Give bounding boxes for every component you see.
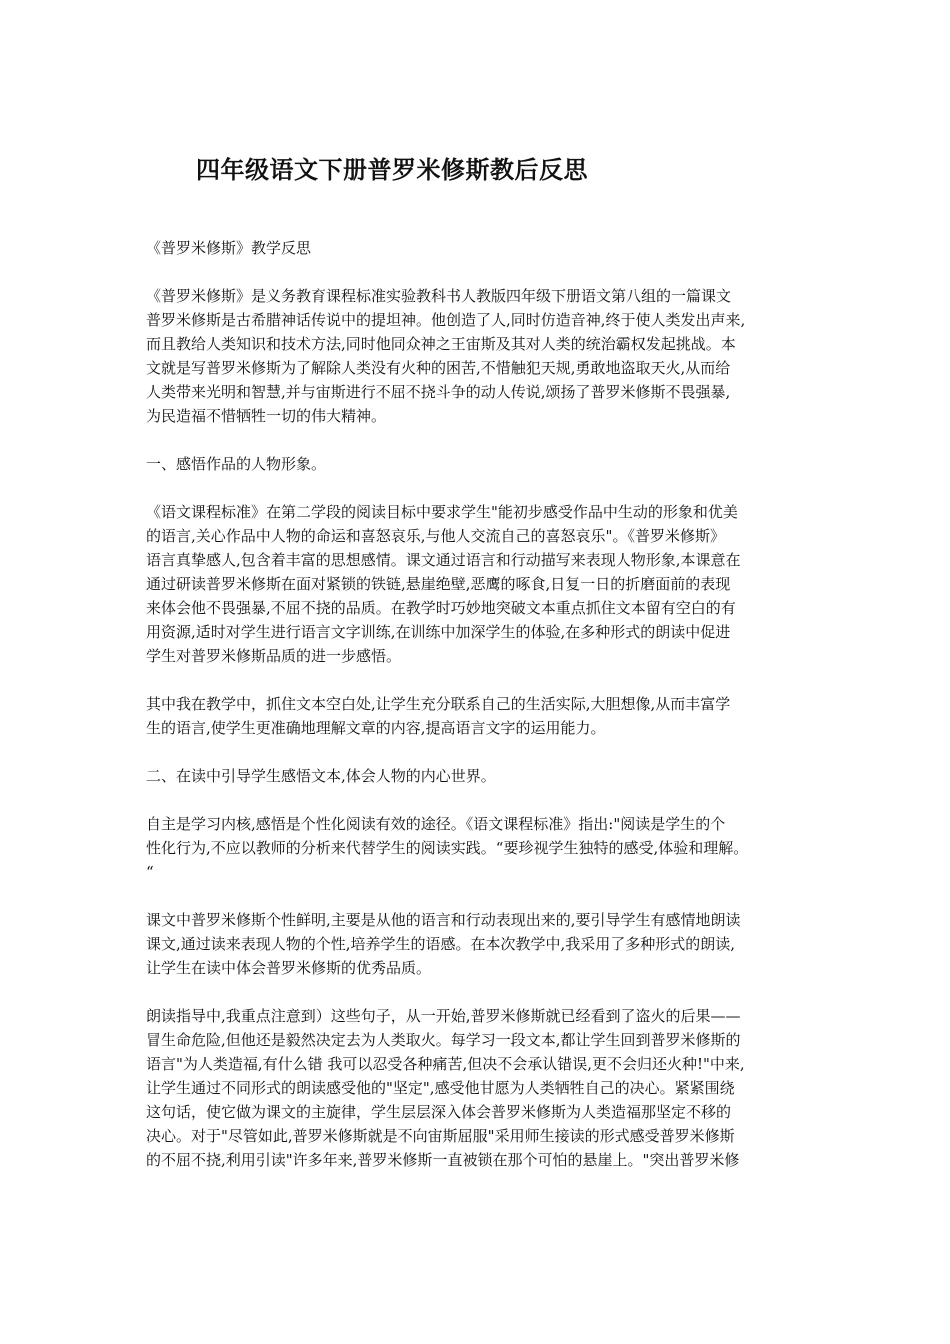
text-line: 的不屈不挠,利用引读"许多年来,普罗米修斯一直被锁在那个可怕的悬崖上。"突出普罗米修 bbox=[146, 1151, 740, 1169]
text-line: 文就是写普罗米修斯为了解除人类没有火种的困苦,不惜触犯天规,勇敢地盗取天火,从而给 bbox=[146, 359, 731, 377]
text-line: 语言真挚感人,包含着丰富的思想感情。课文通过语言和行动描写来表现人物形象,本课意在 bbox=[146, 551, 741, 569]
text-line: 《语文课程标准》在第二学段的阅读目标中要求学生"能初步感受作品中生动的形象和优美 bbox=[146, 503, 738, 521]
document-body bbox=[146, 236, 818, 1196]
text-line: 的语言,关心作品中人物的命运和喜怒哀乐,与他人交流自己的喜怒哀乐"。《普罗米修斯》 bbox=[146, 527, 725, 545]
text-line: “ bbox=[146, 863, 154, 881]
paragraph-intro bbox=[146, 284, 818, 428]
text-line: 人类带来光明和智慧,并与宙斯进行不屈不挠斗争的动人传说,颂扬了普罗米修斯不畏强暴, bbox=[146, 383, 731, 401]
text-line: 生的语言,使学生更准确地理解文章的内容,提高语言文字的运用能力。 bbox=[146, 719, 606, 737]
text-line: 自主是学习内核,感悟是个性化阅读有效的途径。《语文课程标准》指出:"阅读是学生的个 bbox=[146, 815, 726, 833]
text-line: 普罗米修斯是古希腊神话传说中的提坦神。他创造了人,同时仿造音神,终于使人类发出声来, bbox=[146, 311, 746, 329]
document-title: 四年级语文下册普罗米修斯教后反思 bbox=[196, 155, 588, 184]
paragraph-heading-2 bbox=[146, 764, 818, 788]
text-line: 《普罗米修斯》是义务教育课程标准实验教科书人教版四年级下册语文第八组的一篇课文 bbox=[146, 287, 732, 305]
paragraph-section-1-p2 bbox=[146, 692, 818, 740]
text-line: 一、感悟作品的人物形象。 bbox=[146, 455, 327, 473]
text-line: 性化行为,不应以教师的分析来代替学生的阅读实践。“要珍视学生独特的感受,体验和理解。 bbox=[146, 839, 749, 857]
text-line: 这句话，使它做为课文的主旋律，学生层层深入体会普罗米修斯为人类造福那坚定不移的 bbox=[146, 1103, 732, 1121]
text-line: 通过研读普罗米修斯在面对紧锁的铁链,悬崖绝壁,恶鹰的啄食,日复一日的折磨面前的表现 bbox=[146, 575, 731, 593]
text-line: 来体会他不畏强暴,不屈不挠的品质。在教学时巧妙地突破文本重点抓住文本留有空白的有 bbox=[146, 599, 736, 617]
text-line: 课文,通过读来表现人物的个性,培养学生的语感。在本次教学中,我采用了多种形式的朗读, bbox=[146, 935, 736, 953]
paragraph-section-2-p3 bbox=[146, 1004, 818, 1172]
text-line: 而且教给人类知识和技术方法,同时他同众神之王宙斯及其对人类的统治霸权发起挑战。本 bbox=[146, 335, 736, 353]
text-line: 其中我在教学中，抓住文本空白处,让学生充分联系自己的生活实际,大胆想像,从而丰富学 bbox=[146, 695, 731, 713]
text-line: 让学生通过不同形式的朗读感受他的"坚定",感受他甘愿为人类牺牲自己的决心。紧紧围绕 bbox=[146, 1079, 735, 1097]
text-line: 用资源,适时对学生进行语言文字训练,在训练中加深学生的体验,在多种形式的朗读中促进 bbox=[146, 623, 731, 641]
text-line: 学生对普罗米修斯品质的进一步感悟。 bbox=[146, 647, 402, 665]
text-line: 决心。对于"尽管如此,普罗米修斯就是不向宙斯屈服"采用师生接读的形式感受普罗米修斯 bbox=[146, 1127, 735, 1145]
text-line: 让学生在读中体会普罗米修斯的优秀品质。 bbox=[146, 959, 432, 977]
text-line: 为民造福不惜牺牲一切的伟大精神。 bbox=[146, 407, 387, 425]
text-line: 课文中普罗米修斯个性鲜明,主要是从他的语言和行动表现出来的,要引导学生有感情地朗读 bbox=[146, 911, 741, 929]
paragraph-heading-1 bbox=[146, 452, 818, 476]
text-line: 《普罗米修斯》教学反思 bbox=[146, 239, 312, 257]
paragraph-section-1-p1 bbox=[146, 500, 818, 668]
paragraph-section-2-p1 bbox=[146, 812, 818, 884]
paragraph-section-2-p2 bbox=[146, 908, 818, 980]
text-line: 二、在读中引导学生感悟文本,体会人物的内心世界。 bbox=[146, 767, 496, 785]
text-line: 语言"为人类造福,有什么错 我可以忍受各种痛苦,但决不会承认错误,更不会归还火种!"中来, bbox=[146, 1055, 745, 1073]
paragraph-subtitle bbox=[146, 236, 818, 260]
text-line: 冒生命危险,但他还是毅然决定去为人类取火。每学习一段文本,都让学生回到普罗米修斯的 bbox=[146, 1031, 741, 1049]
text-line: 朗读指导中,我重点注意到）这些句子，从一开始,普罗米修斯就已经看到了盗火的后果—— bbox=[146, 1007, 741, 1025]
